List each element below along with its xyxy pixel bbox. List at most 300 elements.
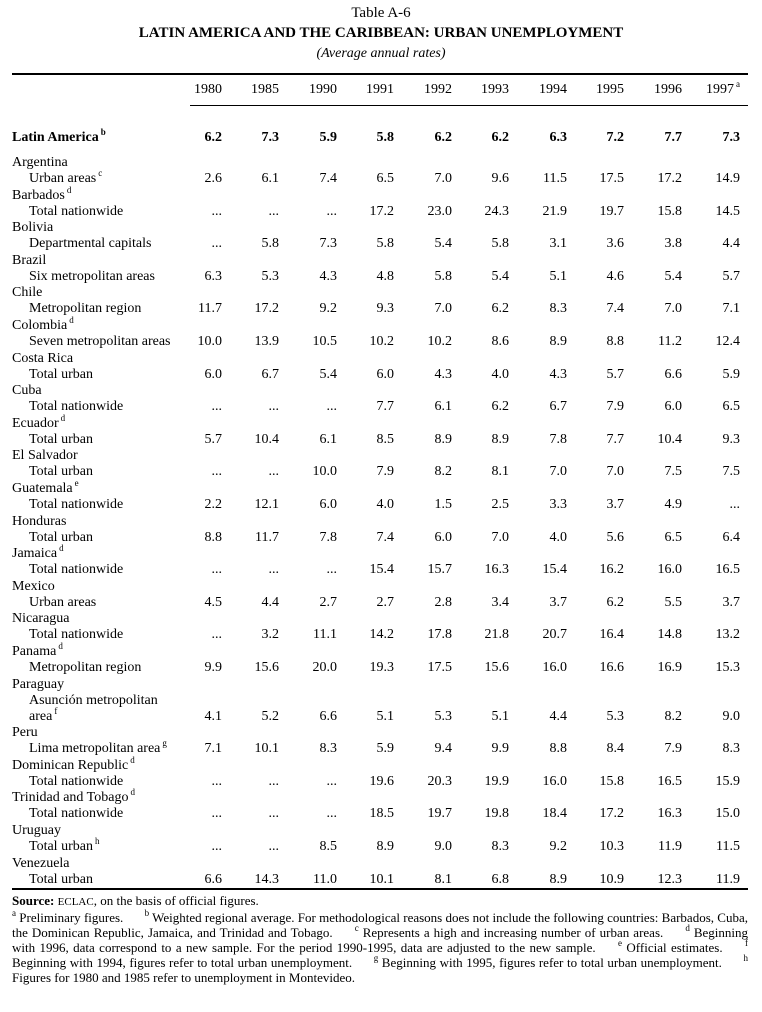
- cell-value: 14.9: [715, 171, 740, 186]
- column-header-year: 1980: [194, 82, 222, 97]
- cell-value: 8.6: [491, 334, 509, 349]
- source-line: Source: ECLAC, on the basis of official figures.: [12, 893, 259, 908]
- cell-value: 17.2: [599, 806, 624, 822]
- cell-value: 6.2: [491, 130, 509, 145]
- cell-value: 3.7: [549, 594, 567, 610]
- cell-value: 5.9: [722, 366, 740, 382]
- cell-value: 5.7: [722, 268, 740, 284]
- series-label: Total nationwide: [29, 497, 124, 512]
- cell-value: 3.6: [606, 236, 624, 252]
- cell-value: 4.4: [722, 236, 740, 252]
- footnote-mark: g: [162, 738, 167, 749]
- cell-value: 7.0: [491, 529, 509, 545]
- cell-value: 4.0: [491, 366, 509, 382]
- cell-value: 5.3: [261, 268, 279, 284]
- footnote-mark: d: [58, 641, 63, 651]
- cell-value: 19.6: [369, 773, 394, 789]
- cell-value: ...: [211, 806, 222, 822]
- series-label: Six metropolitan areas: [29, 268, 155, 284]
- cell-value: 14.5: [715, 203, 740, 219]
- cell-value: 6.7: [549, 399, 567, 415]
- cell-value: 9.0: [434, 839, 452, 854]
- cell-value: 13.2: [715, 627, 740, 643]
- cell-value: ...: [268, 773, 279, 789]
- series-label: Urban areas: [29, 594, 97, 610]
- cell-value: ...: [326, 773, 337, 789]
- cell-value: 7.4: [319, 171, 337, 186]
- cell-value: 7.8: [319, 529, 337, 545]
- cell-value: 17.2: [369, 203, 394, 219]
- row-label-latin-america: Latin America $^b$: [12, 127, 106, 145]
- table-subtitle: (Average annual rates): [316, 46, 446, 61]
- cell-value: 15.4: [542, 562, 567, 578]
- cell-value: 7.1: [722, 301, 740, 317]
- column-header-year: 1993: [481, 82, 509, 97]
- cell-value: 6.1: [261, 171, 279, 186]
- cell-value: 16.0: [542, 773, 567, 789]
- cell-value: 7.4: [376, 529, 394, 545]
- column-header-year: 1995: [596, 82, 624, 97]
- cell-value: 11.0: [313, 871, 337, 887]
- cell-value: ...: [211, 399, 222, 415]
- cell-value: 3.7: [606, 497, 624, 512]
- cell-value: ...: [268, 806, 279, 822]
- cell-value: 12.3: [657, 871, 682, 887]
- cell-value: 6.2: [204, 130, 222, 145]
- footnote-mark: e: [74, 478, 79, 488]
- cell-value: 7.1: [204, 741, 222, 757]
- cell-value: 6.2: [606, 594, 624, 610]
- series-label: Total urban: [29, 431, 93, 447]
- cell-value: 1.5: [434, 497, 452, 512]
- cell-value: 6.0: [434, 529, 452, 545]
- cell-value: 7.8: [549, 431, 567, 447]
- cell-value: 12.4: [715, 334, 740, 349]
- footnote-mark: d: [685, 923, 690, 933]
- footnote-text: Beginning with 1996, data correspond to a new sample. For the period 1990-1995, data are adjusted to the new sample.: [12, 925, 749, 955]
- footnote-text: Figures for 1980 and 1985 refer to unemployment in Montevideo.: [12, 970, 355, 985]
- cell-value: 17.2: [657, 171, 682, 186]
- cell-value: 10.2: [427, 334, 452, 349]
- cell-value: 9.6: [491, 171, 509, 186]
- cell-value: 9.9: [491, 741, 509, 757]
- cell-value: 4.3: [434, 366, 452, 382]
- country-name: Mexico: [12, 578, 55, 594]
- cell-value: 6.5: [664, 529, 682, 545]
- cell-value: 5.8: [434, 268, 452, 284]
- cell-value: 10.0: [312, 464, 337, 480]
- header-rule: [190, 105, 748, 106]
- cell-value: 7.4: [606, 301, 624, 317]
- top-rule: [12, 73, 748, 75]
- cell-value: ...: [268, 839, 279, 854]
- cell-value: 6.8: [491, 871, 509, 887]
- cell-value: 7.3: [722, 130, 740, 145]
- cell-value: 7.5: [722, 464, 740, 480]
- cell-value: 5.7: [204, 431, 222, 447]
- cell-value: 5.8: [491, 236, 509, 252]
- cell-value: 10.0: [197, 334, 222, 349]
- cell-value: 7.7: [376, 399, 394, 415]
- cell-value: 7.0: [434, 301, 452, 317]
- footnote-text: Weighted regional average. For methodological reasons does not include the following countries: Barbados, Cuba, the Dominican Republic, Jamaica, and Trinidad and Tobago.: [12, 910, 748, 940]
- cell-value: ...: [326, 399, 337, 415]
- cell-value: 15.8: [657, 203, 682, 219]
- cell-value: 6.0: [664, 399, 682, 415]
- cell-value: 16.5: [657, 773, 682, 789]
- cell-value: 4.3: [549, 366, 567, 382]
- cell-value: 3.1: [549, 236, 567, 252]
- cell-value: 3.4: [491, 594, 509, 610]
- footnote-mark: a: [12, 908, 16, 918]
- cell-value: 20.7: [542, 627, 567, 643]
- cell-value: 7.0: [664, 301, 682, 317]
- country-name: Peru: [12, 725, 38, 741]
- cell-value: 6.7: [261, 366, 279, 382]
- footnote-mark: d: [59, 543, 64, 554]
- cell-value: 15.7: [427, 562, 452, 578]
- cell-value: 15.0: [715, 806, 740, 822]
- cell-value: 8.1: [491, 464, 509, 480]
- cell-value: 7.3: [261, 130, 279, 145]
- cell-value: ...: [268, 399, 279, 415]
- country-name: Paraguay: [12, 676, 65, 692]
- cell-value: 12.1: [254, 497, 279, 512]
- cell-value: 7.7: [664, 130, 682, 145]
- cell-value: 4.1: [204, 708, 222, 724]
- footnote-mark: d: [66, 184, 72, 195]
- cell-value: 5.4: [319, 366, 337, 382]
- cell-value: 9.0: [722, 708, 740, 724]
- cell-value: 8.9: [376, 839, 394, 854]
- series-label: Metropolitan region: [29, 660, 142, 675]
- cell-value: 5.1: [549, 268, 567, 284]
- cell-value: 7.9: [376, 464, 394, 480]
- cell-value: 3.7: [722, 594, 740, 610]
- cell-value: 8.3: [319, 741, 337, 757]
- series-label: Seven metropolitan areas: [29, 334, 171, 349]
- cell-value: 8.2: [664, 708, 682, 724]
- source-label: Source: [12, 893, 51, 908]
- footnote-paragraph: [12, 910, 748, 985]
- cell-value: 24.3: [484, 203, 509, 219]
- cell-value: ...: [729, 497, 740, 512]
- country-name: El Salvador: [12, 448, 78, 464]
- cell-value: 21.8: [484, 627, 509, 643]
- cell-value: 2.7: [319, 594, 337, 610]
- footnote-mark: h: [743, 953, 748, 963]
- cell-value: ...: [268, 464, 279, 480]
- footnote-mark: d: [69, 315, 74, 325]
- country-name: Dominican Republic $^d$: [12, 754, 135, 773]
- cell-value: 17.2: [254, 301, 279, 317]
- cell-value: 5.9: [319, 130, 337, 145]
- cell-value: 8.8: [204, 529, 222, 545]
- cell-value: 9.2: [319, 301, 337, 317]
- cell-value: 16.3: [657, 806, 682, 822]
- country-name: Bolivia: [12, 220, 54, 236]
- cell-value: 8.9: [491, 431, 509, 447]
- cell-value: 8.4: [606, 741, 624, 757]
- country-name: Chile: [12, 285, 43, 301]
- series-label: Lima metropolitan area $^g$: [29, 738, 167, 757]
- cell-value: 6.5: [722, 399, 740, 415]
- cell-value: 8.9: [434, 431, 452, 447]
- footnote-mark: b: [100, 127, 106, 137]
- table-title: LATIN AMERICA AND THE CARIBBEAN: URBAN UNEMPLOYMENT: [138, 25, 624, 41]
- cell-value: 7.9: [606, 399, 624, 415]
- cell-value: 15.6: [484, 660, 509, 675]
- cell-value: 5.7: [606, 366, 624, 382]
- cell-value: 20.3: [427, 773, 452, 789]
- cell-value: 5.2: [261, 708, 279, 724]
- series-label: Total nationwide: [29, 806, 124, 822]
- cell-value: 7.9: [664, 741, 682, 757]
- footnote-mark: b: [144, 908, 150, 918]
- cell-value: 8.5: [376, 431, 394, 447]
- cell-value: 19.8: [484, 806, 509, 822]
- country-name: Brazil: [12, 252, 47, 268]
- cell-value: 4.4: [261, 594, 279, 610]
- cell-value: 10.3: [599, 839, 624, 854]
- cell-value: 8.2: [434, 464, 452, 480]
- footnote-mark: d: [130, 754, 135, 765]
- cell-value: 19.9: [484, 773, 509, 789]
- cell-value: 14.8: [657, 627, 682, 643]
- cell-value: 8.9: [549, 871, 567, 887]
- cell-value: ...: [211, 236, 222, 252]
- cell-value: 6.0: [376, 366, 394, 382]
- cell-value: 18.4: [542, 806, 567, 822]
- cell-value: 6.6: [664, 366, 682, 382]
- cell-value: ...: [268, 562, 279, 578]
- cell-value: 5.4: [434, 236, 452, 252]
- cell-value: 10.1: [369, 871, 394, 887]
- cell-value: 4.3: [319, 268, 337, 284]
- cell-value: 6.3: [204, 268, 222, 284]
- cell-value: 5.8: [376, 236, 394, 252]
- cell-value: 8.5: [319, 839, 337, 854]
- cell-value: 7.3: [319, 236, 337, 252]
- series-label: Total nationwide: [29, 773, 124, 789]
- cell-value: 2.7: [376, 594, 394, 610]
- footnote-mark: c: [354, 923, 359, 933]
- cell-value: 6.2: [491, 399, 509, 415]
- cell-value: 5.8: [376, 130, 394, 145]
- country-name: Argentina: [12, 155, 68, 170]
- cell-value: 10.1: [254, 741, 279, 757]
- cell-value: ...: [211, 773, 222, 789]
- footnote-mark: d: [130, 787, 135, 798]
- cell-value: 8.8: [549, 741, 567, 757]
- cell-value: 7.7: [606, 431, 624, 447]
- footnote-mark: g: [373, 953, 379, 963]
- cell-value: 4.0: [549, 529, 567, 545]
- cell-value: 19.3: [369, 660, 394, 675]
- cell-value: ...: [211, 203, 222, 219]
- cell-value: 16.0: [657, 562, 682, 578]
- cell-value: 14.3: [254, 871, 279, 887]
- cell-value: 6.5: [376, 171, 394, 186]
- series-label: Asunción metropolitan: [29, 692, 158, 708]
- cell-value: 2.5: [491, 497, 509, 512]
- series-label: Total urban: [29, 871, 93, 887]
- footnote-mark: c: [98, 168, 103, 178]
- cell-value: 8.9: [549, 334, 567, 349]
- cell-value: 9.3: [376, 301, 394, 317]
- footnote-text: Official estimates.: [622, 940, 728, 955]
- column-header-year: 1996: [654, 82, 682, 97]
- series-label: Total nationwide: [29, 627, 124, 643]
- cell-value: ...: [326, 562, 337, 578]
- source-rest: , on the basis of official figures.: [93, 893, 259, 908]
- cell-value: 5.3: [606, 708, 624, 724]
- cell-value: 5.8: [261, 236, 279, 252]
- cell-value: 10.9: [599, 871, 624, 887]
- cell-value: 9.2: [549, 839, 567, 854]
- table-number: Table A-6: [351, 5, 411, 21]
- cell-value: ...: [211, 627, 222, 643]
- footnote-mark: f: [54, 705, 58, 716]
- cell-value: 11.5: [716, 839, 740, 854]
- cell-value: ...: [268, 203, 279, 219]
- cell-value: 21.9: [542, 203, 567, 219]
- cell-value: 11.5: [543, 171, 567, 186]
- cell-value: ...: [211, 464, 222, 480]
- series-label: Total urban $^h$: [29, 836, 100, 854]
- cell-value: ...: [326, 806, 337, 822]
- cell-value: 2.6: [204, 171, 222, 186]
- source-text: ECLAC: [57, 896, 94, 908]
- footnote-mark: f: [745, 938, 749, 948]
- cell-value: 6.1: [434, 399, 452, 415]
- cell-value: 6.2: [491, 301, 509, 317]
- cell-value: 15.6: [254, 660, 279, 675]
- cell-value: 8.3: [491, 839, 509, 854]
- cell-value: 8.1: [434, 871, 452, 887]
- cell-value: 9.3: [722, 431, 740, 447]
- cell-value: 4.8: [376, 268, 394, 284]
- cell-value: 3.3: [549, 497, 567, 512]
- cell-value: 11.1: [313, 627, 337, 643]
- cell-value: 17.5: [599, 171, 624, 186]
- column-header-year: 1997 $^a$: [706, 79, 740, 97]
- series-label: Total urban: [29, 366, 93, 382]
- cell-value: 2.8: [434, 594, 452, 610]
- cell-value: 2.2: [204, 497, 222, 512]
- footnote-text: Beginning with 1995, figures refer to total urban unemployment.: [378, 955, 726, 970]
- cell-value: 6.2: [434, 130, 452, 145]
- cell-value: 15.9: [715, 773, 740, 789]
- cell-value: 15.8: [599, 773, 624, 789]
- column-header-year: 1994: [539, 82, 567, 97]
- cell-value: 19.7: [427, 806, 452, 822]
- country-name: Costa Rica: [12, 350, 74, 366]
- series-label: Metropolitan region: [29, 301, 142, 317]
- country-name: Honduras: [12, 513, 67, 529]
- cell-value: 6.6: [319, 708, 337, 724]
- cell-value: 6.1: [319, 431, 337, 447]
- column-header-year: 1991: [366, 82, 394, 97]
- cell-value: 4.5: [204, 594, 222, 610]
- bottom-rule: [12, 888, 748, 890]
- cell-value: 11.7: [198, 301, 222, 317]
- footnote-mark: a: [736, 79, 740, 89]
- cell-value: 9.4: [434, 741, 452, 757]
- cell-value: 4.9: [664, 497, 682, 512]
- country-name: Jamaica $^d$: [12, 543, 64, 562]
- series-label: Total nationwide: [29, 203, 124, 219]
- column-header-year: 1985: [251, 82, 279, 97]
- country-name: Cuba: [12, 383, 42, 399]
- cell-value: 16.9: [657, 660, 682, 675]
- cell-value: 10.4: [657, 431, 682, 447]
- cell-value: 11.9: [716, 871, 740, 887]
- cell-value: 23.0: [427, 203, 452, 219]
- cell-value: 4.6: [606, 268, 624, 284]
- series-label: Departmental capitals: [29, 236, 152, 252]
- footnote-text: Represents a high and increasing number of urban areas.: [358, 925, 668, 940]
- footnote-text: Beginning with 1994, figures refer to total urban unemployment.: [12, 955, 356, 970]
- series-label: Urban areas $^c$: [29, 168, 103, 186]
- cell-value: 5.1: [376, 708, 394, 724]
- cell-value: 7.2: [606, 130, 624, 145]
- cell-value: 9.9: [204, 660, 222, 675]
- cell-value: 13.9: [254, 334, 279, 349]
- country-name: Barbados $^d$: [12, 184, 72, 203]
- series-label: Total urban: [29, 529, 93, 545]
- cell-value: 16.5: [715, 562, 740, 578]
- footnote-mark: d: [60, 412, 66, 423]
- country-name: Venezuela: [12, 855, 70, 871]
- cell-value: 6.0: [319, 497, 337, 512]
- cell-value: ...: [326, 203, 337, 219]
- cell-value: 11.9: [658, 839, 682, 854]
- cell-value: 11.7: [255, 529, 279, 545]
- cell-value: 16.4: [599, 627, 624, 643]
- cell-value: 5.3: [434, 708, 452, 724]
- cell-value: 6.6: [204, 871, 222, 887]
- cell-value: 18.5: [369, 806, 394, 822]
- column-header-year: 1990: [309, 82, 337, 97]
- cell-value: 16.3: [484, 562, 509, 578]
- country-name: Ecuador $^d$: [12, 412, 66, 431]
- cell-value: 7.0: [434, 171, 452, 186]
- cell-value: 10.5: [312, 334, 337, 349]
- footnotes: [12, 893, 748, 985]
- cell-value: 17.5: [427, 660, 452, 675]
- footnote-mark: e: [618, 938, 623, 948]
- footnote-text: Preliminary figures.: [16, 910, 127, 925]
- country-name: Trinidad and Tobago $^d$: [12, 787, 135, 806]
- country-name: Nicaragua: [12, 611, 70, 627]
- series-label-cont: area $^f$: [29, 705, 58, 724]
- cell-value: 3.8: [664, 236, 682, 252]
- cell-value: 11.2: [658, 334, 682, 349]
- cell-value: 16.6: [599, 660, 624, 675]
- cell-value: 5.4: [491, 268, 509, 284]
- cell-value: 6.3: [549, 130, 567, 145]
- cell-value: 6.0: [204, 366, 222, 382]
- cell-value: 7.5: [664, 464, 682, 480]
- cell-value: 3.2: [261, 627, 279, 643]
- series-label: Total nationwide: [29, 562, 124, 578]
- country-name: Colombia $^d$: [12, 315, 74, 333]
- cell-value: 10.2: [369, 334, 394, 349]
- country-name: Panama $^d$: [12, 641, 63, 659]
- country-name: Guatemala $^e$: [12, 478, 79, 496]
- cell-value: 7.0: [606, 464, 624, 480]
